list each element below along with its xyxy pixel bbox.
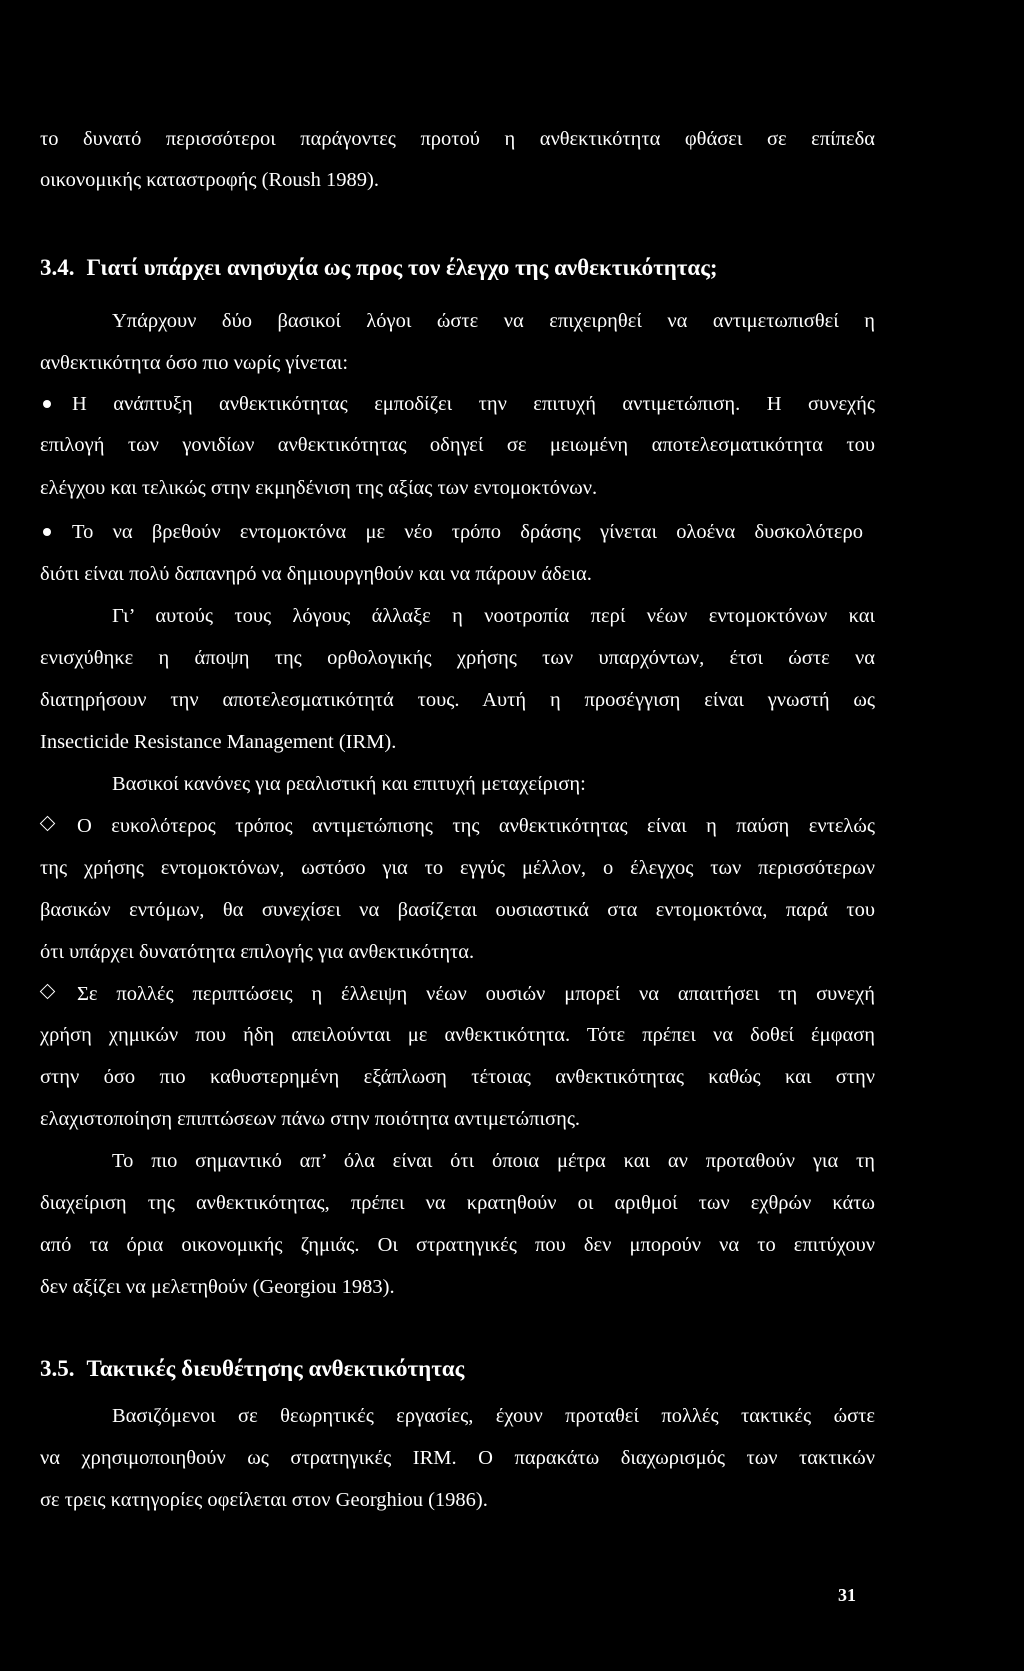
text-line: ελέγχου και τελικώς στην εκμηδένιση της αξίας των εντομοκτόνων. (40, 477, 598, 499)
text-line: Ο ευκολότερος τρόπος αντιμετώπισης της ανθεκτικότητας είναι η παύση εντελώς (77, 815, 875, 837)
text-line: από τα όρια οικονομικής ζημιάς. Οι στρατηγικές που δεν μπορούν να το επιτύχουν (40, 1234, 875, 1256)
text-line: διατηρήσουν την αποτελεσματικότητά τους. Αυτή η προσέγγιση είναι γνωστή ως (40, 689, 875, 711)
text-line: δεν αξίζει να μελετηθούν (Georgiou 1983). (40, 1276, 395, 1298)
bullet-icon (43, 400, 51, 408)
text-line: Βασικοί κανόνες για ρεαλιστική και επιτυχή μεταχείριση: (112, 773, 586, 795)
text-line: βασικών εντόμων, θα συνεχίσει να βασίζεται ουσιαστικά στα εντομοκτόνα, παρά του (40, 899, 875, 921)
section-heading-3-5 (40, 1354, 464, 1384)
text-line: το δυνατό περισσότεροι παράγοντες προτού η ανθεκτικότητα φθάσει σε επίπεδα (40, 128, 875, 150)
text-line: Βασιζόμενοι σε θεωρητικές εργασίες, έχουν προταθεί πολλές τακτικές ώστε (112, 1405, 875, 1427)
text-line: Το πιο σημαντικό απ’ όλα είναι ότι όποια μέτρα και αν προταθούν για τη (112, 1150, 875, 1172)
text-line: ενισχύθηκε η άποψη της ορθολογικής χρήσης των υπαρχόντων, έτσι ώστε να (40, 647, 875, 669)
text-line: ότι υπάρχει δυνατότητα επιλογής για ανθεκτικότητα. (40, 941, 475, 963)
text-line: να χρησιμοποιηθούν ως στρατηγικές IRM. Ο παρακάτω διαχωρισμός των τακτικών (40, 1447, 875, 1469)
text-line: Η ανάπτυξη ανθεκτικότητας εμποδίζει την επιτυχή αντιμετώπιση. Η συνεχής (72, 393, 875, 415)
section-heading-3-4 (40, 253, 718, 283)
text-line: ελαχιστοποίηση επιπτώσεων πάνω στην ποιότητα αντιμετώπισης. (40, 1108, 581, 1130)
page-number: 31 (838, 1585, 856, 1605)
text-line: Το να βρεθούν εντομοκτόνα με νέο τρόπο δράσης γίνεται ολοένα δυσκολότερο (72, 521, 863, 543)
text-line: διαχείριση της ανθεκτικότητας, πρέπει να κρατηθούν οι αριθμοί των εχθρών κάτω (40, 1192, 875, 1214)
text-line: στην όσο πιο καθυστερημένη εξάπλωση τέτοιας ανθεκτικότητας καθώς και στην (40, 1066, 875, 1088)
text-line: σε τρεις κατηγορίες οφείλεται στον Georghiou (1986). (40, 1489, 488, 1511)
text-line: Υπάρχουν δύο βασικοί λόγοι ώστε να επιχειρηθεί να αντιμετωπισθεί η (112, 310, 875, 332)
text-line: Insecticide Resistance Management (IRM). (40, 731, 397, 753)
text-line: της χρήσης εντομοκτόνων, ωστόσο για το εγγύς μέλλον, ο έλεγχος των περισσότερων (40, 857, 875, 879)
section-number: 3.5. (40, 1356, 75, 1381)
bullet-icon (43, 528, 51, 536)
text-line: Γι’ αυτούς τους λόγους άλλαξε η νοοτροπία περί νέων εντομοκτόνων και (112, 605, 875, 627)
text-line: οικονομικής καταστροφής (Roush 1989). (40, 169, 379, 191)
section-number: 3.4. (40, 255, 75, 280)
text-line: διότι είναι πολύ δαπανηρό να δημιουργηθούν και να πάρουν άδεια. (40, 563, 592, 585)
text-line: επιλογή των γονιδίων ανθεκτικότητας οδηγεί σε μειωμένη αποτελεσματικότητα του (40, 434, 875, 456)
diamond-bullet-icon (40, 984, 56, 1000)
section-title: Τακτικές διευθέτησης ανθεκτικότητας (86, 1356, 465, 1381)
text-line: ανθεκτικότητα όσο πιο νωρίς γίνεται: (40, 352, 349, 374)
text-line: χρήση χημικών που ήδη απειλούνται με ανθεκτικότητα. Τότε πρέπει να δοθεί έμφαση (40, 1024, 875, 1046)
text-line: Σε πολλές περιπτώσεις η έλλειψη νέων ουσιών μπορεί να απαιτήσει τη συνεχή (77, 983, 875, 1005)
diamond-bullet-icon (40, 816, 56, 832)
section-title: Γιατί υπάρχει ανησυχία ως προς τον έλεγχο της ανθεκτικότητας; (86, 255, 718, 280)
